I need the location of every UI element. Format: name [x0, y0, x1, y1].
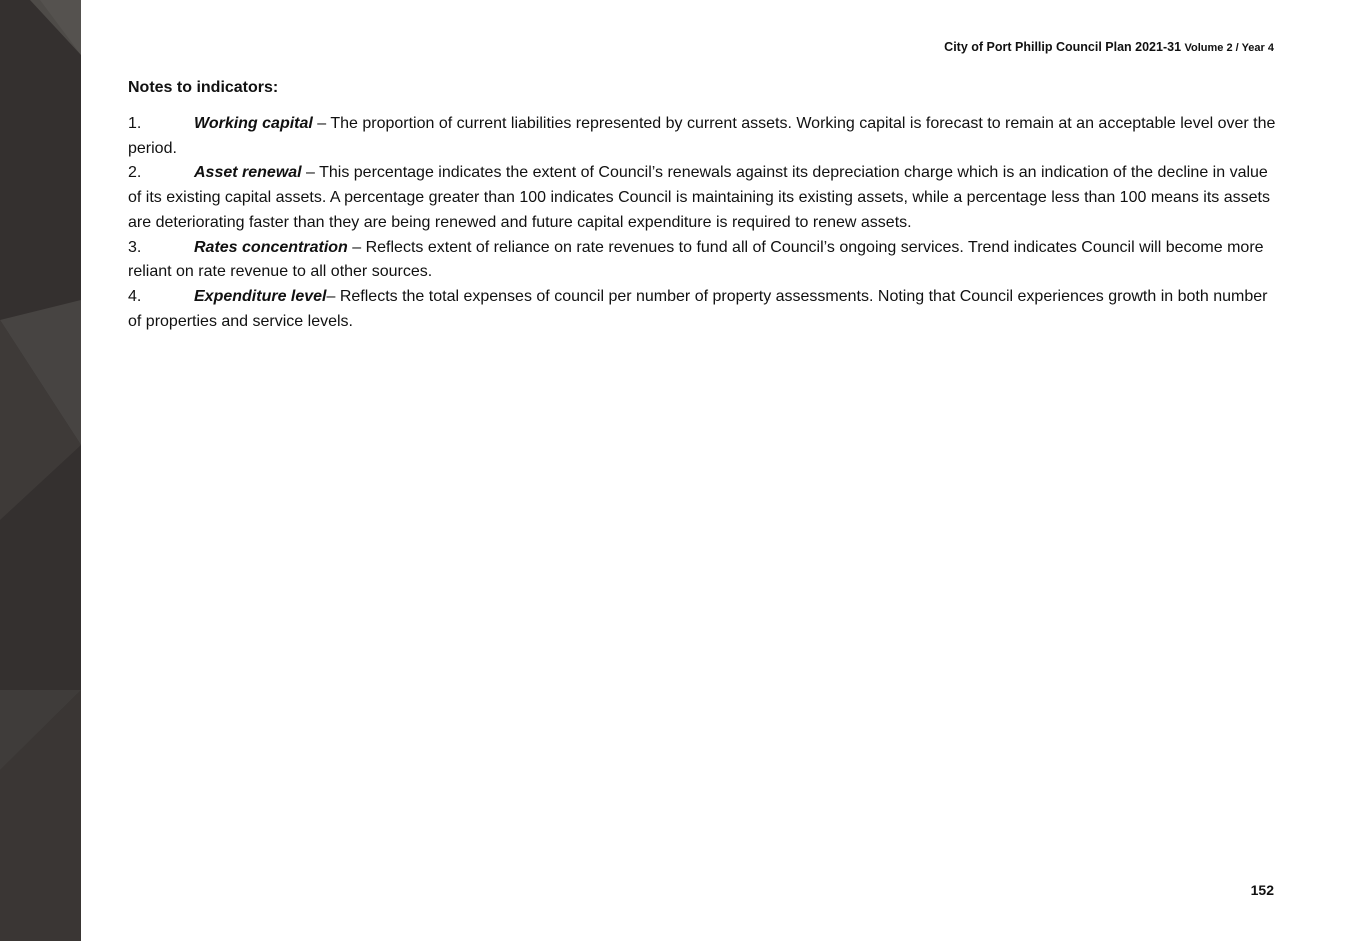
note-item [128, 285, 1276, 334]
decorative-sidebar [0, 0, 81, 941]
note-number: 3. [128, 238, 142, 256]
note-number: 2. [128, 164, 142, 182]
sidebar-geometric-pattern [0, 0, 81, 941]
note-text: – The proportion of current liabilities represented by current assets. Working capital is forecast to remain at an acceptable level over the period. [128, 115, 1276, 157]
note-item [128, 236, 1276, 285]
notes-title: Notes to indicators: [128, 79, 279, 96]
note-item [128, 161, 1276, 235]
note-term: Asset renewal [194, 164, 302, 182]
header-title: City of Port Phillip Council Plan 2021-31 [944, 40, 1182, 54]
note-text: – Reflects the total expenses of council per number of property assessments. Noting that Council experiences growth in both number of properties and service levels. [128, 287, 1268, 330]
note-text: – This percentage indicates the extent of Council’s renewals against its depreciation charge which is an indication of the decline in value of its existing capital assets. A percentage greater than 100 indicates Council is maintaining its existing assets, while a percentage less than 100 means its assets are deteriorating faster than they are being renewed and future capital expenditure is required to renew assets. [128, 164, 1270, 231]
header-subtitle: Volume 2 / Year 4 [1184, 42, 1274, 54]
note-term: Working capital [194, 115, 313, 132]
notes-section [128, 77, 1276, 334]
note-term: Expenditure level [194, 287, 327, 305]
note-number: 1. [128, 115, 142, 132]
page-number: 152 [1250, 882, 1274, 898]
document-header [944, 40, 1274, 54]
note-term: Rates concentration [194, 238, 348, 256]
note-item [128, 112, 1276, 161]
note-text: – Reflects extent of reliance on rate revenues to fund all of Council’s ongoing services. Trend indicates Council will become more reliant on rate revenue to all other sources. [128, 238, 1264, 281]
note-number: 4. [128, 287, 142, 305]
